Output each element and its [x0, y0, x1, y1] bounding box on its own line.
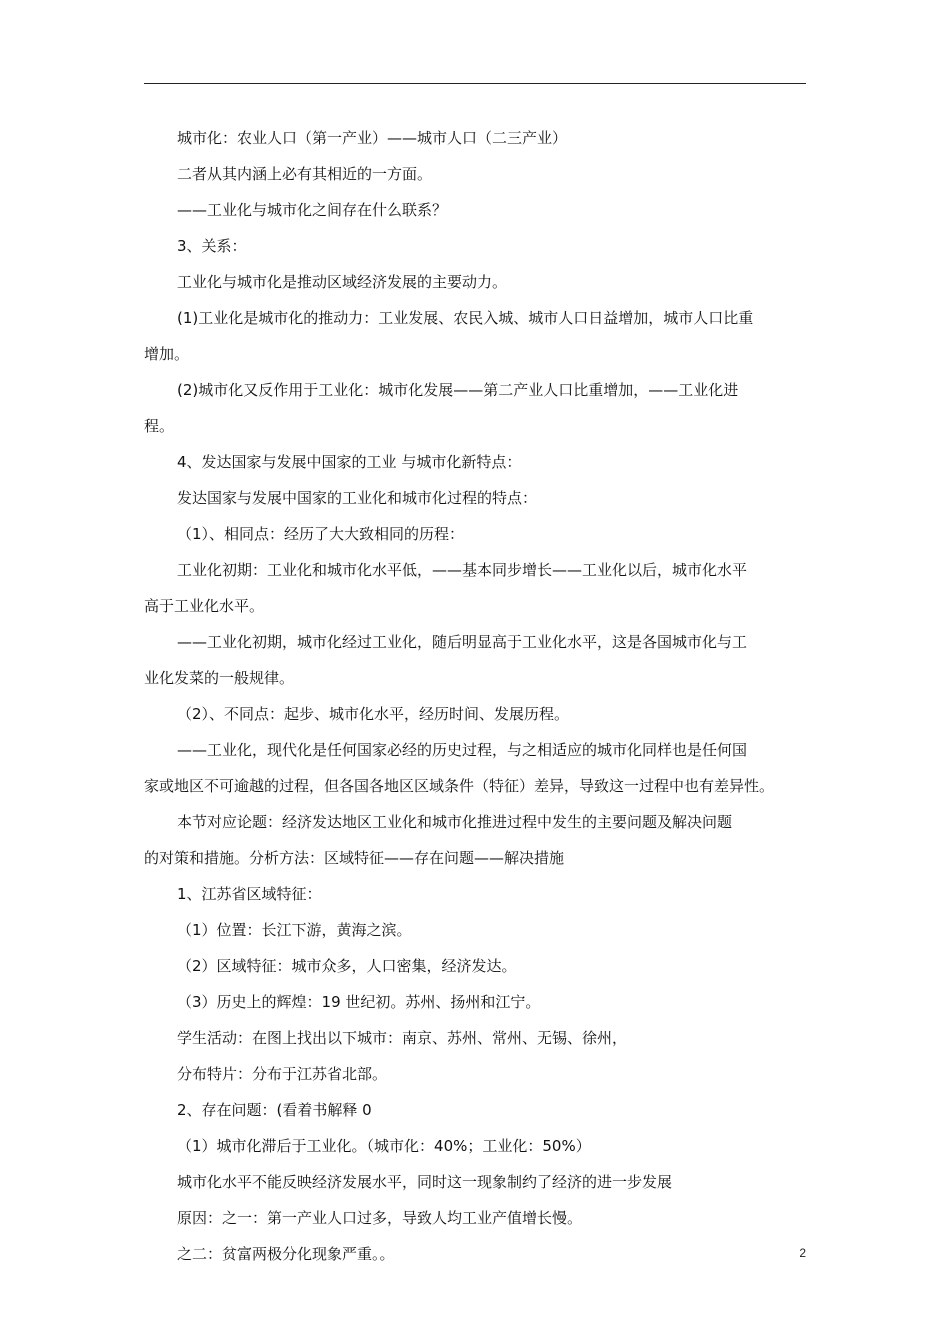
- text-line: （1）位置：长江下游，黄海之滨。: [177, 921, 412, 939]
- text-line: （3）历史上的辉煌：19 世纪初。苏州、扬州和江宁。: [177, 993, 541, 1011]
- text-line: 分布特片：分布于江苏省北部。: [177, 1065, 388, 1083]
- document-body: [144, 120, 806, 1272]
- text-line: 1、江苏省区域特征：: [177, 885, 322, 903]
- text-line: 3、关系：: [177, 237, 247, 255]
- text-line: 本节对应论题：经济发达地区工业化和城市化推进过程中发生的主要问题及解决问题: [177, 813, 733, 831]
- text-line: ——工业化与城市化之间存在什么联系？: [177, 201, 448, 219]
- text-line: 的对策和措施。分析方法：区域特征——存在问题——解决措施: [144, 849, 565, 867]
- text-line: 工业化与城市化是推动区域经济发展的主要动力。: [177, 273, 508, 291]
- text-line: （2）区域特征：城市众多，人口密集，经济发达。: [177, 957, 517, 975]
- text-line: （1）、相同点：经历了大大致相同的历程：: [177, 525, 465, 543]
- header-rule: [144, 83, 806, 84]
- text-line: 原因：之一：第一产业人口过多，导致人均工业产值增长慢。: [177, 1209, 583, 1227]
- text-line: 程。: [144, 417, 175, 435]
- text-line: （1）城市化滞后于工业化。（城市化：40%；工业化：50%）: [177, 1137, 591, 1155]
- text-line: 发达国家与发展中国家的工业化和城市化过程的特点：: [177, 489, 538, 507]
- text-line: ——工业化，现代化是任何国家必经的历史过程，与之相适应的城市化同样也是任何国: [177, 741, 748, 759]
- text-line: ——工业化初期，城市化经过工业化，随后明显高于工业化水平，这是各国城市化与工: [177, 633, 748, 651]
- text-line: 2、存在问题：(看着书解释 0: [177, 1101, 372, 1119]
- text-line: 工业化初期：工业化和城市化水平低，——基本同步增长——工业化以后，城市化水平: [177, 561, 748, 579]
- text-line: 高于工业化水平。: [144, 597, 265, 615]
- text-line: 学生活动：在图上找出以下城市：南京、苏州、常州、无锡、徐州，: [177, 1029, 628, 1047]
- text-line: 业化发菜的一般规律。: [144, 669, 295, 687]
- text-line: 二者从其内涵上必有其相近的一方面。: [177, 165, 433, 183]
- text-line: (1)工业化是城市化的推动力：工业发展、农民入城、城市人口日益增加，城市人口比重: [177, 309, 754, 327]
- text-line: 家或地区不可逾越的过程，但各国各地区区域条件（特征）差异，导致这一过程中也有差异性。: [144, 777, 775, 795]
- text-line: 增加。: [144, 345, 190, 363]
- text-line: 城市化：农业人口（第一产业）——城市人口（二三产业）: [177, 129, 568, 147]
- text-line: (2)城市化又反作用于工业化：城市化发展——第二产业人口比重增加，——工业化进: [177, 381, 739, 399]
- text-line: 4、发达国家与发展中国家的工业 与城市化新特点：: [177, 453, 522, 471]
- text-line: 之二：贫富两极分化现象严重。。: [177, 1245, 395, 1263]
- page-number: 2: [799, 1246, 806, 1260]
- text-line: （2）、不同点：起步、城市化水平，经历时间、发展历程。: [177, 705, 570, 723]
- text-line: 城市化水平不能反映经济发展水平，同时这一现象制约了经济的进一步发展: [177, 1173, 673, 1191]
